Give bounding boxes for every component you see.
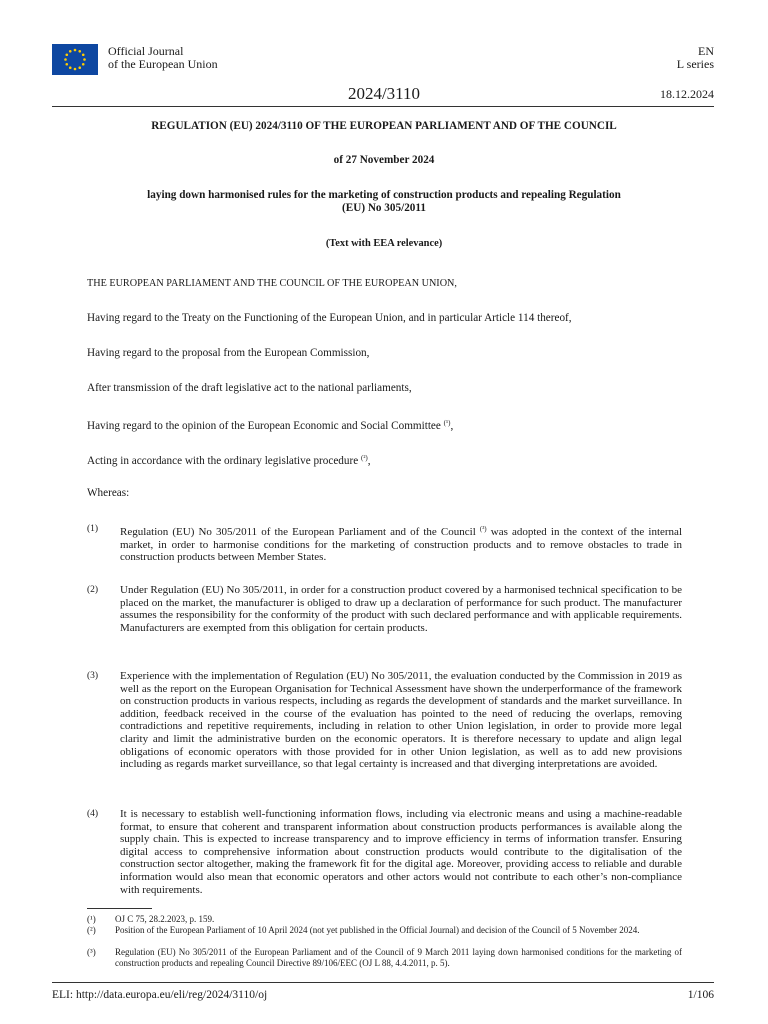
footnote-number: (¹) bbox=[87, 914, 96, 924]
citation-procedure-text: Acting in accordance with the ordinary legislative procedure bbox=[87, 455, 359, 467]
document-number: 2024/3110 bbox=[347, 84, 421, 103]
regulation-subject bbox=[80, 189, 688, 215]
flag-star bbox=[69, 50, 72, 53]
header-divider bbox=[52, 106, 714, 107]
regulation-subject-line1: laying down harmonised rules for the marketing of construction products and repealing Regulation bbox=[147, 189, 621, 201]
page-number: 1/106 bbox=[687, 989, 714, 1001]
journal-title bbox=[108, 45, 218, 71]
citation-procedure-end: , bbox=[367, 455, 371, 467]
footnote-3 bbox=[87, 947, 682, 968]
citation-committee-end: , bbox=[450, 420, 454, 432]
citation-transmission: After transmission of the draft legislative act to the national parliaments, bbox=[87, 382, 412, 394]
flag-star bbox=[64, 58, 67, 61]
recital-number: (2) bbox=[87, 585, 99, 595]
recital-3 bbox=[87, 670, 682, 771]
flag-star bbox=[69, 66, 72, 69]
citation-treaty: Having regard to the Treaty on the Functioning of the European Union, and in particular Article 114 thereof, bbox=[87, 312, 572, 324]
language-series bbox=[677, 45, 714, 71]
recital-text-part: was adopted in the context of the internal market, in order to harmonise conditions for the marketing of construction products and to remove obstacles to trade in construction products between Member States. bbox=[120, 526, 683, 564]
flag-star bbox=[78, 50, 81, 53]
recital-2 bbox=[87, 584, 682, 634]
footer-divider bbox=[52, 982, 714, 983]
whereas-heading: Whereas: bbox=[87, 487, 130, 499]
regulation-date: of 27 November 2024 bbox=[333, 154, 435, 166]
publication-date: 18.12.2024 bbox=[660, 87, 714, 101]
citation-committee-text: Having regard to the opinion of the European Economic and Social Committee bbox=[87, 420, 441, 432]
eli-link[interactable]: ELI: http://data.europa.eu/eli/reg/2024/3110/oj bbox=[52, 989, 268, 1001]
citation-proposal: Having regard to the proposal from the European Commission, bbox=[87, 347, 370, 359]
flag-background bbox=[52, 44, 98, 75]
flag-star bbox=[78, 66, 81, 69]
footnote-number: (²) bbox=[87, 925, 96, 935]
recital-number: (3) bbox=[87, 671, 99, 681]
citation-committee bbox=[87, 417, 687, 433]
flag-star bbox=[65, 63, 68, 66]
enacting-authority: THE EUROPEAN PARLIAMENT AND THE COUNCIL OF THE EUROPEAN UNION, bbox=[87, 278, 457, 289]
eu-flag-icon bbox=[52, 44, 98, 75]
journal-title-line1: Official Journal bbox=[108, 44, 184, 58]
footnote-1 bbox=[87, 914, 682, 925]
footnote-divider bbox=[87, 908, 152, 909]
recital-4 bbox=[87, 808, 682, 896]
footnote-2 bbox=[87, 925, 682, 936]
recital-text: It is necessary to establish well-functioning information flows, including via electronic means and using a machine-readable format, to ensure that coherent and transparent information about construction products performances is available along the supply chain. This is expected to increase transparency and to improve efficiency in terms of information transfer. Ensuring digital access to comprehensive information about construction products would contribute to the digitalisation of the construction sector altogether, making the framework fit for the digital age. Moreover, providing access to reliable and durable information would also mean that economic operators and other actors would not contribute to each other’s non-compliance with requirements. bbox=[120, 808, 682, 896]
flag-star bbox=[74, 49, 77, 52]
footnote-ref-2[interactable]: (²) bbox=[361, 454, 368, 462]
flag-star bbox=[74, 68, 77, 71]
eea-relevance: (Text with EEA relevance) bbox=[325, 238, 443, 249]
footnote-ref-1[interactable]: (¹) bbox=[443, 419, 451, 427]
series-label: L series bbox=[676, 57, 714, 71]
recital-text bbox=[120, 523, 682, 564]
recital-number: (4) bbox=[87, 809, 99, 819]
recital-text: Experience with the implementation of Regulation (EU) No 305/2011, the evaluation conducted by the Commission in 2019 as well as the report on the European Organisation for Technical Assessment have shown the underperformance of the framework on construction products in various respects, including as regards the development of standards and the market surveillance. In addition, feedback received in the course of the evaluation has pointed to the need of reducing the overlaps, removing contradictions and repetitive requirements, including in relation to other Union legislation, in order to provide more legal clarity and limit the administrative burden on the economic operators. It is therefore necessary to update and align legal obligations of economic operators with those provided for in other Union legislation, as well as to add new provisions including as regards market surveillance, so that legal certainty is increased and that diverging interpretations are avoided. bbox=[120, 670, 682, 771]
footnote-text: Position of the European Parliament of 10 April 2024 (not yet published in the Official Journal) and decision of the Council of 5 November 2024. bbox=[115, 925, 640, 935]
flag-star bbox=[65, 53, 68, 56]
footnote-text: OJ C 75, 28.2.2023, p. 159. bbox=[115, 914, 215, 924]
recital-text-part: Regulation (EU) No 305/2011 of the European Parliament and of the Council bbox=[120, 526, 476, 538]
journal-title-line2: of the European Union bbox=[108, 57, 218, 71]
journal-header bbox=[52, 42, 714, 76]
flag-star bbox=[82, 53, 85, 56]
recital-1 bbox=[87, 523, 682, 564]
footnote-number: (³) bbox=[87, 947, 96, 957]
flag-star bbox=[82, 63, 85, 66]
footnote-ref-3[interactable]: (³) bbox=[479, 525, 487, 533]
flag-star bbox=[83, 58, 86, 61]
recital-text: Under Regulation (EU) No 305/2011, in order for a construction product covered by a harmonised technical specification to be placed on the market, the manufacturer is obliged to draw up a declaration of performance for such product. The manufacturer assumes the responsibility for the conformity of the product with such declared performance and with applicable requirements. Manufacturers are exempted from this obligation for certain products. bbox=[120, 584, 682, 634]
footnote-text: Regulation (EU) No 305/2011 of the European Parliament and of the Council of 9 March 2011 laying down harmonised conditions for the marketing of construction products and repealing Council Directive 89/106/EEC (OJ L 88, 4.4.2011, p. 5). bbox=[115, 947, 682, 968]
language-code: EN bbox=[698, 44, 714, 58]
regulation-title: REGULATION (EU) 2024/3110 OF THE EUROPEAN PARLIAMENT AND OF THE COUNCIL bbox=[151, 120, 617, 132]
recital-number: (1) bbox=[87, 524, 99, 534]
regulation-subject-line2: (EU) No 305/2011 bbox=[342, 202, 426, 214]
citation-procedure bbox=[87, 452, 687, 468]
